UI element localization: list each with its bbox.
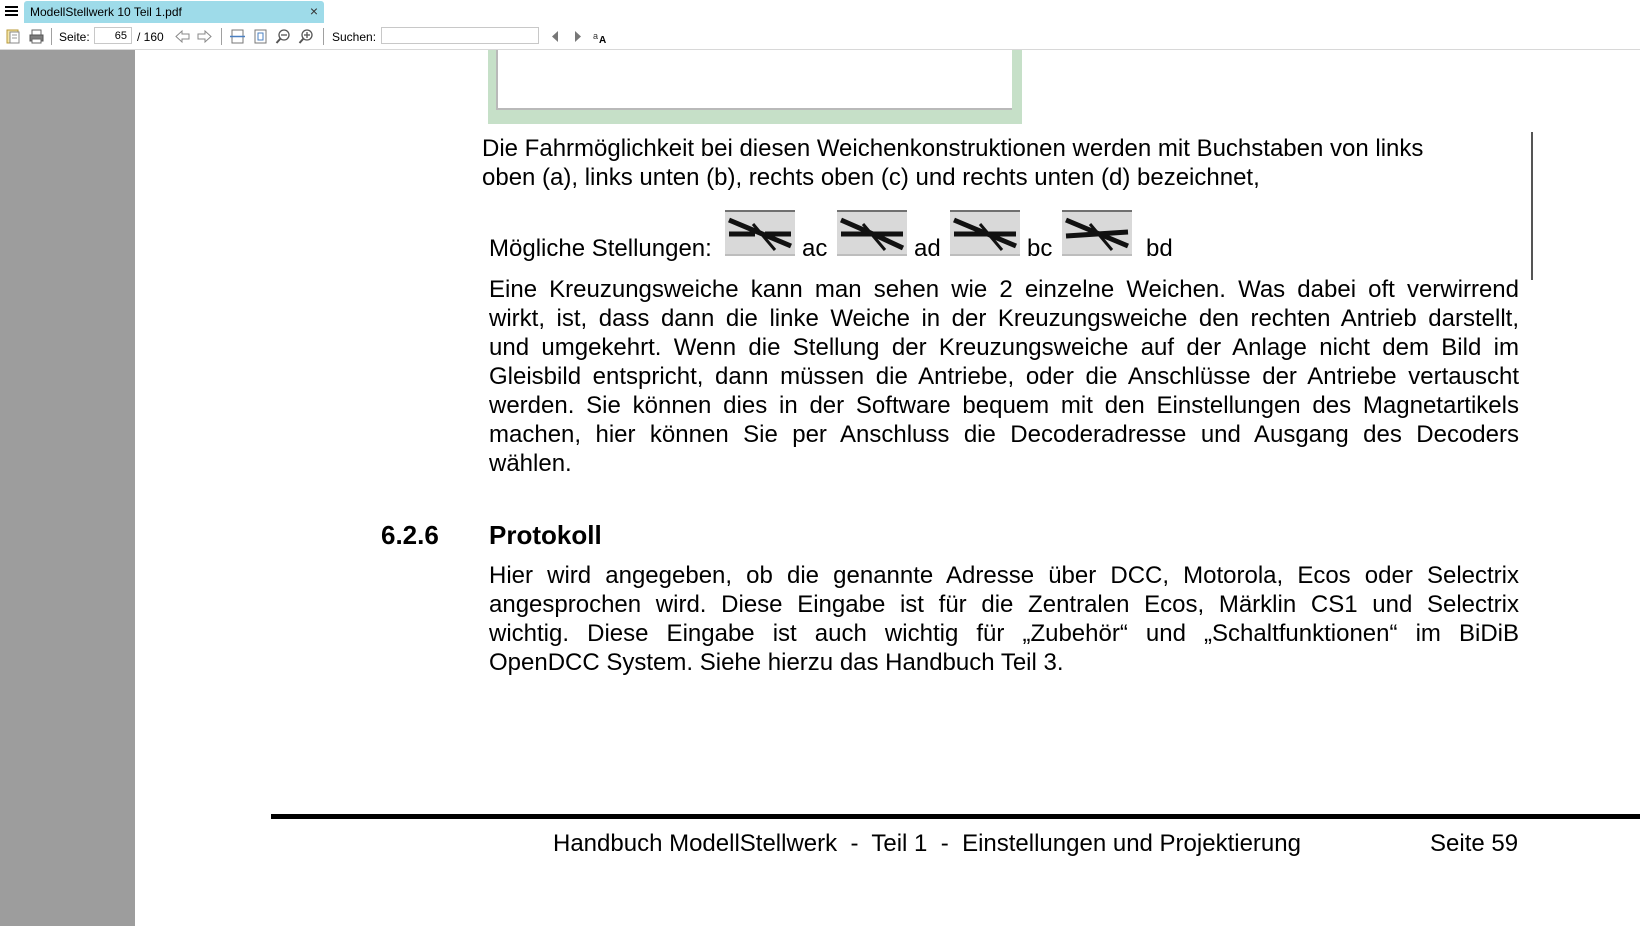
crossing-switch-icon [837, 210, 907, 256]
stellung-label: ad [914, 235, 941, 262]
svg-text:a: a [593, 31, 599, 41]
stellung-label: bc [1027, 235, 1053, 262]
text-line: werden. Sie können dies in der Software bequem mit den Einstellungen des Magnetartikels [489, 392, 1519, 419]
text-line: wählen. [489, 450, 572, 477]
crossing-switch-icon [725, 210, 795, 256]
text-line: Gleisbild entspricht, dann müssen die Antriebe, oder die Anschlüsse der Antriebe vertauscht [489, 363, 1519, 390]
document-tab[interactable] [24, 1, 324, 23]
search-input[interactable] [381, 27, 539, 44]
open-file-icon[interactable] [5, 28, 22, 45]
text-line: OpenDCC System. Siehe hierzu das Handbuch Teil 3. [489, 649, 1064, 676]
text-line: wichtig. Diese Eingabe ist auch wichtig für „Zubehör“ und „Schaltfunktionen“ im BiDiB [489, 620, 1519, 647]
section-number: 6.2.6 [381, 520, 439, 550]
previous-page-icon[interactable] [174, 28, 191, 45]
text-line: Hier wird angegeben, ob die genannte Adresse über DCC, Motorola, Ecos oder Selectrix [489, 562, 1519, 589]
text-line: und umgekehrt. Wenn die Stellung der Kreuzungsweiche auf der Anlage nicht dem Bild im [489, 334, 1519, 361]
zoom-out-icon[interactable] [275, 28, 292, 45]
toolbar-separator [323, 28, 324, 45]
next-page-icon[interactable] [196, 28, 213, 45]
close-icon[interactable]: × [309, 3, 318, 19]
search-label: Suchen: [332, 30, 377, 44]
fit-page-icon[interactable] [252, 28, 269, 45]
footer-page-number: Seite 59 [1430, 830, 1519, 857]
toolbar-separator [221, 28, 222, 45]
title-bar [0, 0, 1640, 24]
stellung-label: bd [1146, 235, 1173, 262]
text-line: machen, hier können Sie per Anschluss die Decoderadresse und Ausgang des Decoders [489, 421, 1519, 448]
toolbar-separator [51, 28, 52, 45]
match-case-icon[interactable] [592, 28, 609, 45]
crossing-switch-icon [950, 210, 1020, 256]
text-line: wirkt, ist, dass dann die linke Weiche in der Kreuzungsweiche den rechten Antrieb darstellt, [489, 305, 1519, 332]
intro-paragraph [482, 134, 1423, 192]
print-icon[interactable] [28, 28, 45, 45]
text-line: Die Fahrmöglichkeit bei diesen Weichenkonstruktionen werden mit Buchstaben von links [482, 135, 1424, 162]
text-line: oben (a), links unten (b), rechts oben (c) und rechts unten (d) bezeichnet, [482, 164, 1260, 191]
page-total: / 160 [137, 30, 164, 44]
page-label: Seite: [59, 30, 90, 44]
paragraph-kreuzungsweiche [489, 275, 1519, 478]
zoom-in-icon[interactable] [298, 28, 315, 45]
figure-frame [488, 50, 1022, 124]
text-line: angesprochen wird. Diese Eingabe ist für die Zentralen Ecos, Märklin CS1 und Selectrix [489, 591, 1519, 618]
tab-title: ModellStellwerk 10 Teil 1.pdf [30, 5, 182, 19]
stellungen-label: Mögliche Stellungen: [489, 235, 712, 262]
left-gutter [0, 50, 135, 926]
stellung-label: ac [802, 235, 828, 262]
margin-rule [1531, 132, 1533, 280]
menu-icon[interactable] [4, 4, 20, 20]
paragraph-protokoll [489, 561, 1519, 677]
toolbar [0, 24, 1640, 50]
fit-width-icon[interactable] [229, 28, 246, 45]
pdf-page[interactable] [135, 50, 1640, 926]
footer-rule [271, 814, 1640, 819]
section-title: Protokoll [489, 520, 602, 550]
search-previous-icon[interactable] [547, 28, 564, 45]
svg-text:A: A [599, 35, 607, 45]
search-next-icon[interactable] [569, 28, 586, 45]
text-line: Eine Kreuzungsweiche kann man sehen wie 2 einzelne Weichen. Was dabei oft verwirrend [489, 276, 1519, 303]
figure-image [496, 50, 1012, 110]
crossing-switch-icon [1062, 210, 1132, 256]
page-number-input[interactable] [94, 27, 132, 44]
footer-title: Handbuch ModellStellwerk - Teil 1 - Einstellungen und Projektierung [553, 830, 1301, 857]
